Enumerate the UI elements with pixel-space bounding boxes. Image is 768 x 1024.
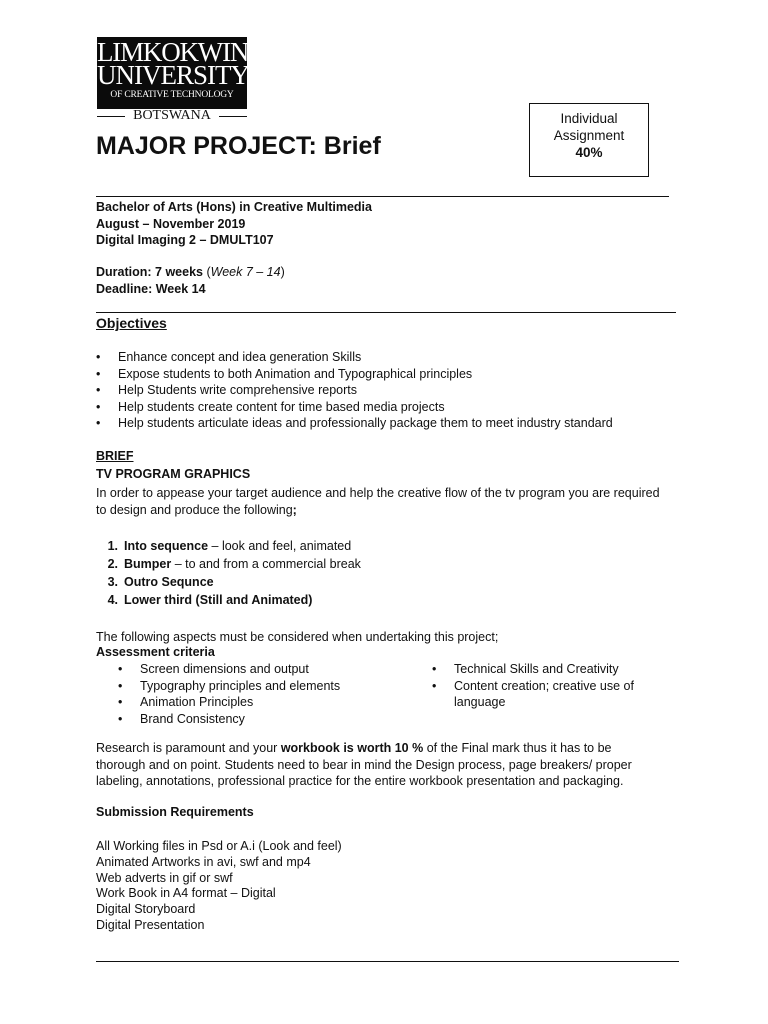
list-item: • Expose students to both Animation and Typographical principles <box>96 366 613 383</box>
list-item: • Help students create content for time based media projects <box>96 399 613 416</box>
list-item: • Brand Consistency <box>118 711 340 728</box>
list-item: Digital Presentation <box>96 917 205 932</box>
brief-heading: BRIEF <box>96 449 134 463</box>
research-bold: workbook is worth 10 % <box>280 741 424 755</box>
submission-heading: Submission Requirements <box>96 805 254 819</box>
assessment-intro: The following aspects must be considered when undertaking this project; <box>96 630 499 644</box>
list-item: • Help students articulate ideas and professionally package them to meet industry standard <box>96 415 613 432</box>
research-line-3: labeling, annotations, professional practice for the entire workbook presentation and packaging. <box>96 774 624 788</box>
submission-list <box>96 839 342 934</box>
list-item <box>96 591 361 609</box>
list-item: • Help Students write comprehensive reports <box>96 382 613 399</box>
item-title: Bumper <box>124 557 172 571</box>
brief-intro-line-2 <box>96 502 696 519</box>
list-item: • Content creation; creative use of <box>432 678 634 695</box>
brief-subheading: TV PROGRAM GRAPHICS <box>96 467 251 481</box>
deadline: Deadline: Week 14 <box>96 281 206 296</box>
assessment-list-left <box>118 661 340 727</box>
brief-intro <box>96 485 696 518</box>
item-description: – to and from a commercial break <box>171 557 361 571</box>
item-title: Into sequence <box>124 539 209 553</box>
list-item <box>96 537 361 555</box>
page-title: MAJOR PROJECT: Brief <box>96 132 381 160</box>
duration-paren-close: ) <box>280 265 285 279</box>
list-item: Digital Storyboard <box>96 902 196 917</box>
item-title: Outro Sequnce <box>124 575 214 589</box>
duration-weeks: Week 7 – 14 <box>210 265 281 279</box>
item-number: 2. <box>107 557 118 571</box>
assignment-box <box>529 103 649 177</box>
programme-name: Bachelor of Arts (Hons) in Creative Multimedia <box>96 200 372 214</box>
assessment-right-continuation: language <box>454 695 506 709</box>
university-logo <box>97 37 267 109</box>
assignment-type-line-2: Assignment <box>553 128 625 143</box>
research-line-1 <box>96 740 696 757</box>
list-item: • Technical Skills and Creativity <box>432 661 634 678</box>
assignment-weight: 40% <box>575 145 603 160</box>
list-item: • Screen dimensions and output <box>118 661 340 678</box>
course-period: August – November 2019 <box>96 216 246 231</box>
deliverables-list <box>96 537 361 609</box>
logo-line-2: UNIVERSITY <box>97 60 249 90</box>
objectives-list <box>96 349 613 432</box>
list-item: • Enhance concept and idea generation Skills <box>96 349 613 366</box>
assignment-type-line-1: Individual <box>560 111 618 126</box>
assessment-list-right <box>432 661 634 694</box>
item-description: – look and feel, animated <box>208 539 352 553</box>
duration-paren-open: ( <box>202 265 211 279</box>
duration-label: Duration: 7 weeks <box>96 265 203 279</box>
divider-middle <box>96 312 676 313</box>
brief-intro-line-1: In order to appease your target audience and help the creative flow of the tv program you are required <box>96 486 660 500</box>
list-item: • Animation Principles <box>118 694 340 711</box>
logo-campus: BOTSWANA <box>97 108 247 124</box>
list-item: Work Book in A4 format – Digital <box>96 886 276 901</box>
list-item: • Typography principles and elements <box>118 678 340 695</box>
list-item: Web adverts in gif or swf <box>96 870 233 885</box>
brief-intro-line-2-end: ; <box>292 502 297 517</box>
item-number: 4. <box>107 593 118 607</box>
research-part-1: Research is paramount and your <box>96 741 281 755</box>
objectives-heading: Objectives <box>96 315 167 331</box>
list-item <box>96 573 361 591</box>
schedule-info <box>96 264 285 297</box>
list-item: Animated Artworks in avi, swf and mp4 <box>96 854 311 869</box>
course-info <box>96 199 372 249</box>
research-line-2: thorough and on point. Students need to bear in mind the Design process, page breakers/ proper <box>96 757 632 772</box>
list-item: All Working files in Psd or A.i (Look and feel) <box>96 839 342 853</box>
assessment-heading: Assessment criteria <box>96 645 215 659</box>
logo-line-1: LIMKOKWING <box>97 37 267 67</box>
divider-top <box>96 196 669 197</box>
research-paragraph <box>96 740 696 790</box>
brief-intro-line-2-text: to design and produce the following <box>96 502 293 517</box>
module-code: Digital Imaging 2 – DMULT107 <box>96 233 274 247</box>
duration <box>96 264 285 281</box>
item-number: 3. <box>107 575 118 589</box>
divider-bottom <box>96 961 679 962</box>
logo-line-3: OF CREATIVE TECHNOLOGY <box>110 90 234 100</box>
item-title: Lower third (Still and Animated) <box>124 593 313 607</box>
list-item <box>96 555 361 573</box>
research-part-2: of the Final mark thus it has to be <box>423 741 612 755</box>
item-number: 1. <box>107 539 118 553</box>
